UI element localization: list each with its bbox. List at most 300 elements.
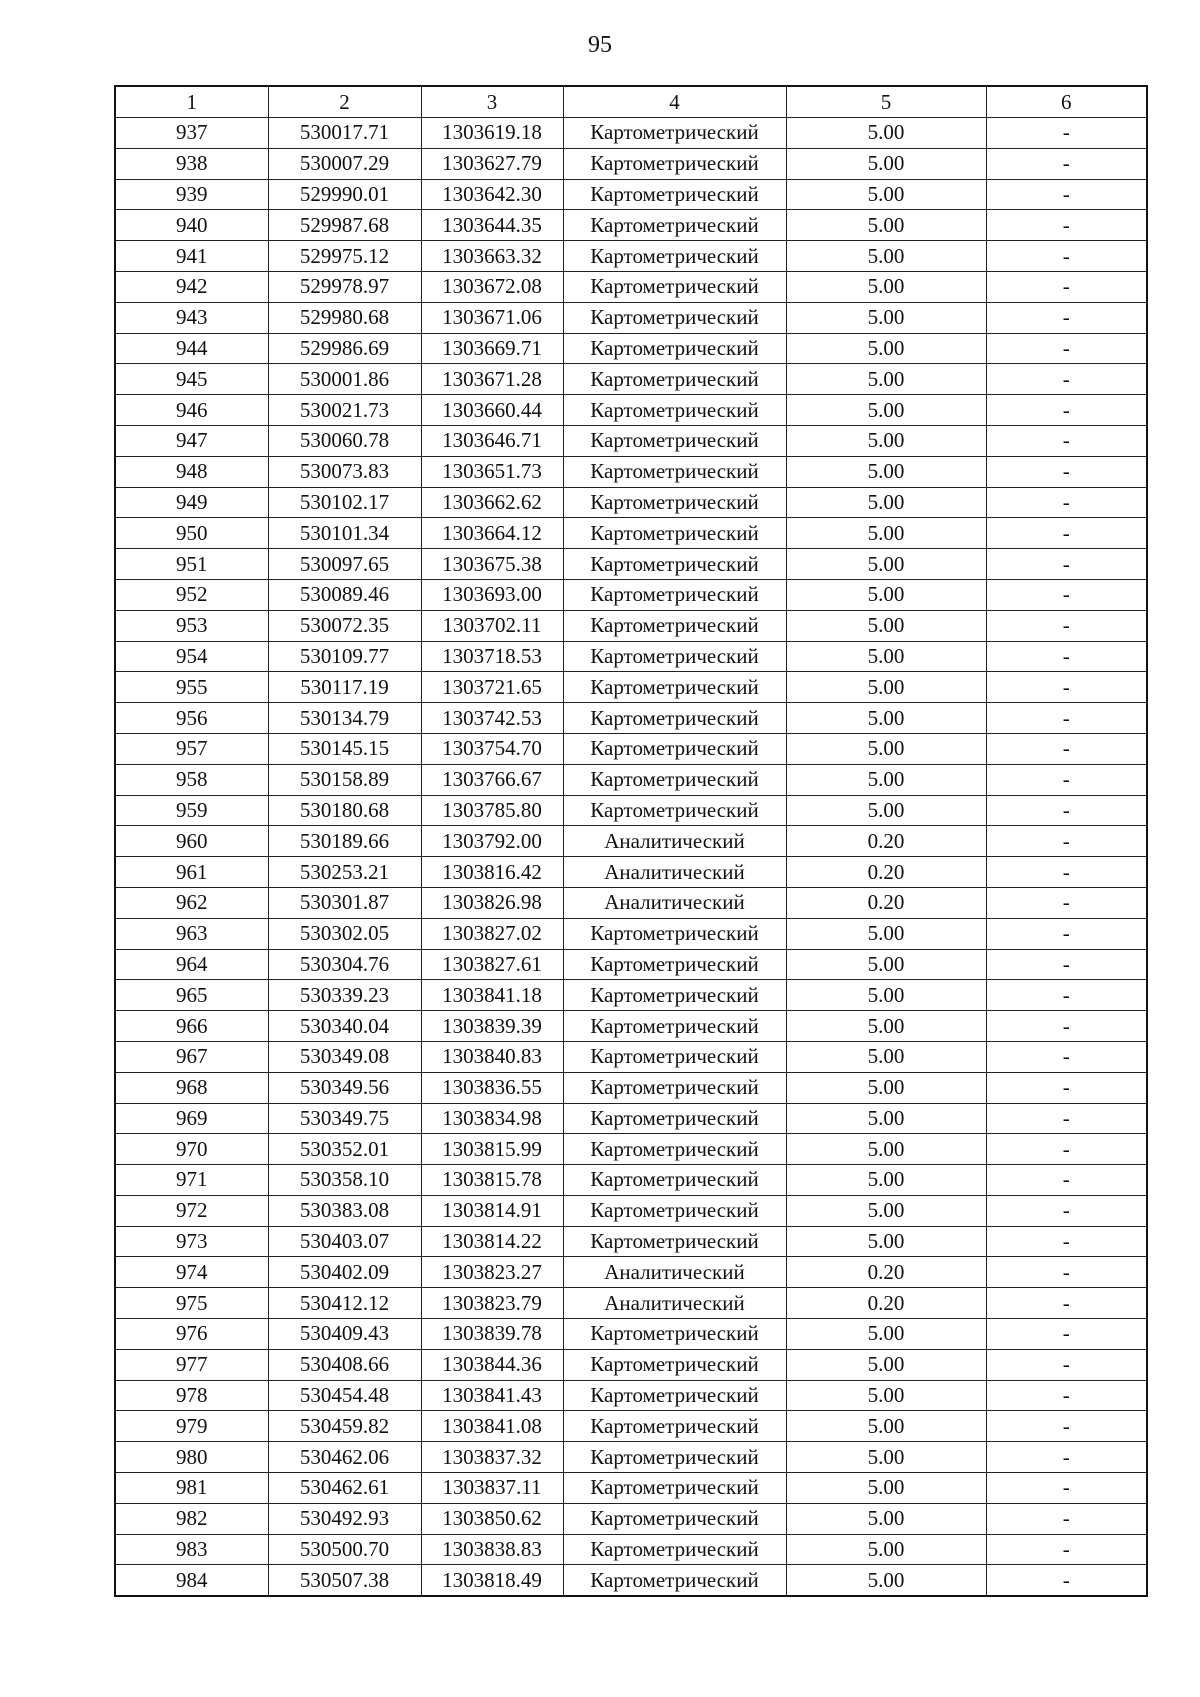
- point-number-cell: 958: [115, 764, 268, 795]
- x-coordinate-cell: 530021.73: [268, 395, 421, 426]
- accuracy-cell: 5.00: [786, 1349, 986, 1380]
- method-cell: Картометрический: [563, 148, 786, 179]
- method-cell: Картометрический: [563, 1041, 786, 1072]
- accuracy-cell: 5.00: [786, 980, 986, 1011]
- note-cell: -: [986, 1226, 1147, 1257]
- method-cell: Аналитический: [563, 826, 786, 857]
- point-number-cell: 977: [115, 1349, 268, 1380]
- column-header: 1: [115, 86, 268, 118]
- x-coordinate-cell: 530189.66: [268, 826, 421, 857]
- y-coordinate-cell: 1303672.08: [421, 271, 563, 302]
- x-coordinate-cell: 530060.78: [268, 425, 421, 456]
- accuracy-cell: 5.00: [786, 333, 986, 364]
- note-cell: -: [986, 1103, 1147, 1134]
- column-header: 5: [786, 86, 986, 118]
- table-row: [115, 703, 1147, 734]
- note-cell: -: [986, 1411, 1147, 1442]
- column-header: 2: [268, 86, 421, 118]
- column-header: 4: [563, 86, 786, 118]
- accuracy-cell: 5.00: [786, 1134, 986, 1165]
- method-cell: Картометрический: [563, 456, 786, 487]
- accuracy-cell: 5.00: [786, 1503, 986, 1534]
- table-row: [115, 118, 1147, 149]
- method-cell: Аналитический: [563, 857, 786, 888]
- x-coordinate-cell: 530101.34: [268, 518, 421, 549]
- point-number-cell: 976: [115, 1319, 268, 1350]
- y-coordinate-cell: 1303642.30: [421, 179, 563, 210]
- x-coordinate-cell: 530462.06: [268, 1442, 421, 1473]
- y-coordinate-cell: 1303841.18: [421, 980, 563, 1011]
- y-coordinate-cell: 1303669.71: [421, 333, 563, 364]
- point-number-cell: 970: [115, 1134, 268, 1165]
- x-coordinate-cell: 530145.15: [268, 733, 421, 764]
- x-coordinate-cell: 530454.48: [268, 1380, 421, 1411]
- table-row: [115, 672, 1147, 703]
- accuracy-cell: 0.20: [786, 826, 986, 857]
- point-number-cell: 946: [115, 395, 268, 426]
- table-row: [115, 1011, 1147, 1042]
- note-cell: -: [986, 1349, 1147, 1380]
- y-coordinate-cell: 1303814.22: [421, 1226, 563, 1257]
- note-cell: -: [986, 1319, 1147, 1350]
- accuracy-cell: 5.00: [786, 579, 986, 610]
- accuracy-cell: 5.00: [786, 610, 986, 641]
- accuracy-cell: 5.00: [786, 395, 986, 426]
- table-row: [115, 1226, 1147, 1257]
- accuracy-cell: 5.00: [786, 118, 986, 149]
- y-coordinate-cell: 1303742.53: [421, 703, 563, 734]
- table-row: [115, 1319, 1147, 1350]
- table-row: [115, 949, 1147, 980]
- method-cell: Аналитический: [563, 1257, 786, 1288]
- method-cell: Картометрический: [563, 1103, 786, 1134]
- accuracy-cell: 5.00: [786, 549, 986, 580]
- y-coordinate-cell: 1303792.00: [421, 826, 563, 857]
- table-row: [115, 210, 1147, 241]
- note-cell: -: [986, 487, 1147, 518]
- y-coordinate-cell: 1303814.91: [421, 1195, 563, 1226]
- y-coordinate-cell: 1303754.70: [421, 733, 563, 764]
- x-coordinate-cell: 530304.76: [268, 949, 421, 980]
- x-coordinate-cell: 530507.38: [268, 1565, 421, 1596]
- x-coordinate-cell: 529986.69: [268, 333, 421, 364]
- accuracy-cell: 5.00: [786, 1442, 986, 1473]
- method-cell: Картометрический: [563, 549, 786, 580]
- y-coordinate-cell: 1303671.28: [421, 364, 563, 395]
- method-cell: Картометрический: [563, 487, 786, 518]
- table-row: [115, 549, 1147, 580]
- method-cell: Картометрический: [563, 395, 786, 426]
- point-number-cell: 944: [115, 333, 268, 364]
- point-number-cell: 968: [115, 1072, 268, 1103]
- y-coordinate-cell: 1303841.08: [421, 1411, 563, 1442]
- y-coordinate-cell: 1303841.43: [421, 1380, 563, 1411]
- method-cell: Картометрический: [563, 210, 786, 241]
- table-row: [115, 1041, 1147, 1072]
- accuracy-cell: 5.00: [786, 1041, 986, 1072]
- table-row: [115, 1534, 1147, 1565]
- note-cell: -: [986, 1442, 1147, 1473]
- note-cell: -: [986, 610, 1147, 641]
- accuracy-cell: 5.00: [786, 1165, 986, 1196]
- point-number-cell: 951: [115, 549, 268, 580]
- x-coordinate-cell: 529978.97: [268, 271, 421, 302]
- y-coordinate-cell: 1303671.06: [421, 302, 563, 333]
- x-coordinate-cell: 530102.17: [268, 487, 421, 518]
- y-coordinate-cell: 1303663.32: [421, 241, 563, 272]
- column-header: 3: [421, 86, 563, 118]
- method-cell: Картометрический: [563, 179, 786, 210]
- point-number-cell: 960: [115, 826, 268, 857]
- method-cell: Картометрический: [563, 1319, 786, 1350]
- x-coordinate-cell: 529975.12: [268, 241, 421, 272]
- method-cell: Картометрический: [563, 1134, 786, 1165]
- note-cell: -: [986, 1072, 1147, 1103]
- accuracy-cell: 5.00: [786, 241, 986, 272]
- accuracy-cell: 5.00: [786, 764, 986, 795]
- point-number-cell: 945: [115, 364, 268, 395]
- x-coordinate-cell: 530089.46: [268, 579, 421, 610]
- y-coordinate-cell: 1303721.65: [421, 672, 563, 703]
- method-cell: Картометрический: [563, 302, 786, 333]
- table-row: [115, 579, 1147, 610]
- note-cell: -: [986, 1565, 1147, 1596]
- y-coordinate-cell: 1303837.11: [421, 1473, 563, 1504]
- accuracy-cell: 5.00: [786, 1319, 986, 1350]
- note-cell: -: [986, 395, 1147, 426]
- note-cell: -: [986, 795, 1147, 826]
- header-row: [115, 86, 1147, 118]
- table-row: [115, 1411, 1147, 1442]
- method-cell: Картометрический: [563, 610, 786, 641]
- x-coordinate-cell: 530500.70: [268, 1534, 421, 1565]
- y-coordinate-cell: 1303702.11: [421, 610, 563, 641]
- y-coordinate-cell: 1303836.55: [421, 1072, 563, 1103]
- accuracy-cell: 5.00: [786, 425, 986, 456]
- method-cell: Картометрический: [563, 364, 786, 395]
- x-coordinate-cell: 529990.01: [268, 179, 421, 210]
- x-coordinate-cell: 530072.35: [268, 610, 421, 641]
- point-number-cell: 956: [115, 703, 268, 734]
- table-row: [115, 518, 1147, 549]
- note-cell: -: [986, 641, 1147, 672]
- point-number-cell: 978: [115, 1380, 268, 1411]
- method-cell: Картометрический: [563, 764, 786, 795]
- accuracy-cell: 5.00: [786, 1226, 986, 1257]
- note-cell: -: [986, 579, 1147, 610]
- x-coordinate-cell: 530349.56: [268, 1072, 421, 1103]
- y-coordinate-cell: 1303815.99: [421, 1134, 563, 1165]
- point-number-cell: 950: [115, 518, 268, 549]
- accuracy-cell: 0.20: [786, 857, 986, 888]
- x-coordinate-cell: 530383.08: [268, 1195, 421, 1226]
- y-coordinate-cell: 1303785.80: [421, 795, 563, 826]
- table-row: [115, 241, 1147, 272]
- method-cell: Картометрический: [563, 1411, 786, 1442]
- x-coordinate-cell: 530462.61: [268, 1473, 421, 1504]
- table-row: [115, 1442, 1147, 1473]
- note-cell: -: [986, 1473, 1147, 1504]
- point-number-cell: 953: [115, 610, 268, 641]
- point-number-cell: 964: [115, 949, 268, 980]
- point-number-cell: 962: [115, 887, 268, 918]
- accuracy-cell: 5.00: [786, 148, 986, 179]
- method-cell: Картометрический: [563, 241, 786, 272]
- y-coordinate-cell: 1303827.02: [421, 918, 563, 949]
- note-cell: -: [986, 1165, 1147, 1196]
- method-cell: Картометрический: [563, 1072, 786, 1103]
- note-cell: -: [986, 148, 1147, 179]
- note-cell: -: [986, 672, 1147, 703]
- table-row: [115, 302, 1147, 333]
- point-number-cell: 966: [115, 1011, 268, 1042]
- x-coordinate-cell: 530253.21: [268, 857, 421, 888]
- table-row: [115, 487, 1147, 518]
- y-coordinate-cell: 1303826.98: [421, 887, 563, 918]
- method-cell: Картометрический: [563, 1473, 786, 1504]
- table-row: [115, 764, 1147, 795]
- table-row: [115, 1349, 1147, 1380]
- x-coordinate-cell: 530073.83: [268, 456, 421, 487]
- table-row: [115, 1473, 1147, 1504]
- y-coordinate-cell: 1303850.62: [421, 1503, 563, 1534]
- point-number-cell: 948: [115, 456, 268, 487]
- method-cell: Картометрический: [563, 703, 786, 734]
- table-row: [115, 271, 1147, 302]
- x-coordinate-cell: 530339.23: [268, 980, 421, 1011]
- method-cell: Картометрический: [563, 1380, 786, 1411]
- accuracy-cell: 5.00: [786, 456, 986, 487]
- y-coordinate-cell: 1303664.12: [421, 518, 563, 549]
- y-coordinate-cell: 1303693.00: [421, 579, 563, 610]
- accuracy-cell: 5.00: [786, 1534, 986, 1565]
- accuracy-cell: 5.00: [786, 1195, 986, 1226]
- table-row: [115, 1257, 1147, 1288]
- accuracy-cell: 5.00: [786, 1103, 986, 1134]
- point-number-cell: 940: [115, 210, 268, 241]
- point-number-cell: 981: [115, 1473, 268, 1504]
- method-cell: Картометрический: [563, 425, 786, 456]
- note-cell: -: [986, 271, 1147, 302]
- accuracy-cell: 5.00: [786, 1411, 986, 1442]
- note-cell: -: [986, 918, 1147, 949]
- accuracy-cell: 5.00: [786, 1072, 986, 1103]
- method-cell: Картометрический: [563, 918, 786, 949]
- point-number-cell: 965: [115, 980, 268, 1011]
- accuracy-cell: 5.00: [786, 949, 986, 980]
- accuracy-cell: 5.00: [786, 210, 986, 241]
- point-number-cell: 979: [115, 1411, 268, 1442]
- accuracy-cell: 5.00: [786, 672, 986, 703]
- accuracy-cell: 5.00: [786, 733, 986, 764]
- method-cell: Картометрический: [563, 672, 786, 703]
- point-number-cell: 974: [115, 1257, 268, 1288]
- note-cell: -: [986, 826, 1147, 857]
- accuracy-cell: 5.00: [786, 271, 986, 302]
- accuracy-cell: 5.00: [786, 302, 986, 333]
- point-number-cell: 963: [115, 918, 268, 949]
- accuracy-cell: 0.20: [786, 1257, 986, 1288]
- x-coordinate-cell: 529987.68: [268, 210, 421, 241]
- method-cell: Картометрический: [563, 1011, 786, 1042]
- note-cell: -: [986, 118, 1147, 149]
- y-coordinate-cell: 1303675.38: [421, 549, 563, 580]
- table-row: [115, 456, 1147, 487]
- accuracy-cell: 5.00: [786, 364, 986, 395]
- point-number-cell: 984: [115, 1565, 268, 1596]
- point-number-cell: 941: [115, 241, 268, 272]
- y-coordinate-cell: 1303651.73: [421, 456, 563, 487]
- point-number-cell: 967: [115, 1041, 268, 1072]
- note-cell: -: [986, 210, 1147, 241]
- x-coordinate-cell: 530402.09: [268, 1257, 421, 1288]
- accuracy-cell: 5.00: [786, 795, 986, 826]
- point-number-cell: 943: [115, 302, 268, 333]
- method-cell: Картометрический: [563, 1195, 786, 1226]
- method-cell: Картометрический: [563, 1226, 786, 1257]
- x-coordinate-cell: 530109.77: [268, 641, 421, 672]
- note-cell: -: [986, 425, 1147, 456]
- y-coordinate-cell: 1303839.78: [421, 1319, 563, 1350]
- point-number-cell: 961: [115, 857, 268, 888]
- method-cell: Картометрический: [563, 1534, 786, 1565]
- x-coordinate-cell: 530349.75: [268, 1103, 421, 1134]
- note-cell: -: [986, 179, 1147, 210]
- method-cell: Картометрический: [563, 1565, 786, 1596]
- note-cell: -: [986, 857, 1147, 888]
- note-cell: -: [986, 549, 1147, 580]
- x-coordinate-cell: 530117.19: [268, 672, 421, 703]
- note-cell: -: [986, 764, 1147, 795]
- note-cell: -: [986, 1288, 1147, 1319]
- point-number-cell: 949: [115, 487, 268, 518]
- table-row: [115, 395, 1147, 426]
- table-row: [115, 1565, 1147, 1596]
- x-coordinate-cell: 530408.66: [268, 1349, 421, 1380]
- y-coordinate-cell: 1303766.67: [421, 764, 563, 795]
- note-cell: -: [986, 1011, 1147, 1042]
- method-cell: Картометрический: [563, 733, 786, 764]
- point-number-cell: 973: [115, 1226, 268, 1257]
- table-body: [115, 118, 1147, 1597]
- table-row: [115, 1103, 1147, 1134]
- accuracy-cell: 5.00: [786, 518, 986, 549]
- note-cell: -: [986, 703, 1147, 734]
- table-row: [115, 641, 1147, 672]
- accuracy-cell: 5.00: [786, 918, 986, 949]
- accuracy-cell: 5.00: [786, 641, 986, 672]
- method-cell: Картометрический: [563, 333, 786, 364]
- note-cell: -: [986, 333, 1147, 364]
- column-header: 6: [986, 86, 1147, 118]
- note-cell: -: [986, 733, 1147, 764]
- table-row: [115, 980, 1147, 1011]
- accuracy-cell: 5.00: [786, 1565, 986, 1596]
- note-cell: -: [986, 949, 1147, 980]
- y-coordinate-cell: 1303839.39: [421, 1011, 563, 1042]
- y-coordinate-cell: 1303838.83: [421, 1534, 563, 1565]
- method-cell: Картометрический: [563, 641, 786, 672]
- table-row: [115, 333, 1147, 364]
- note-cell: -: [986, 1257, 1147, 1288]
- table-row: [115, 1503, 1147, 1534]
- x-coordinate-cell: 530017.71: [268, 118, 421, 149]
- note-cell: -: [986, 1503, 1147, 1534]
- point-number-cell: 980: [115, 1442, 268, 1473]
- point-number-cell: 952: [115, 579, 268, 610]
- note-cell: -: [986, 1380, 1147, 1411]
- x-coordinate-cell: 530403.07: [268, 1226, 421, 1257]
- x-coordinate-cell: 530412.12: [268, 1288, 421, 1319]
- table-row: [115, 1380, 1147, 1411]
- table-row: [115, 826, 1147, 857]
- note-cell: -: [986, 1134, 1147, 1165]
- x-coordinate-cell: 530352.01: [268, 1134, 421, 1165]
- note-cell: -: [986, 364, 1147, 395]
- y-coordinate-cell: 1303662.62: [421, 487, 563, 518]
- method-cell: Аналитический: [563, 1288, 786, 1319]
- note-cell: -: [986, 1041, 1147, 1072]
- point-number-cell: 971: [115, 1165, 268, 1196]
- note-cell: -: [986, 980, 1147, 1011]
- method-cell: Картометрический: [563, 980, 786, 1011]
- accuracy-cell: 5.00: [786, 487, 986, 518]
- accuracy-cell: 0.20: [786, 1288, 986, 1319]
- point-number-cell: 939: [115, 179, 268, 210]
- table-row: [115, 425, 1147, 456]
- point-number-cell: 947: [115, 425, 268, 456]
- y-coordinate-cell: 1303619.18: [421, 118, 563, 149]
- y-coordinate-cell: 1303827.61: [421, 949, 563, 980]
- x-coordinate-cell: 530409.43: [268, 1319, 421, 1350]
- x-coordinate-cell: 530007.29: [268, 148, 421, 179]
- x-coordinate-cell: 530340.04: [268, 1011, 421, 1042]
- x-coordinate-cell: 530180.68: [268, 795, 421, 826]
- accuracy-cell: 0.20: [786, 887, 986, 918]
- accuracy-cell: 5.00: [786, 1473, 986, 1504]
- point-number-cell: 938: [115, 148, 268, 179]
- method-cell: Аналитический: [563, 887, 786, 918]
- point-number-cell: 957: [115, 733, 268, 764]
- x-coordinate-cell: 530134.79: [268, 703, 421, 734]
- coordinates-table: [114, 85, 1148, 1597]
- x-coordinate-cell: 530097.65: [268, 549, 421, 580]
- x-coordinate-cell: 530158.89: [268, 764, 421, 795]
- accuracy-cell: 5.00: [786, 1011, 986, 1042]
- method-cell: Картометрический: [563, 579, 786, 610]
- table-row: [115, 1165, 1147, 1196]
- table-row: [115, 1134, 1147, 1165]
- point-number-cell: 959: [115, 795, 268, 826]
- x-coordinate-cell: 530492.93: [268, 1503, 421, 1534]
- y-coordinate-cell: 1303844.36: [421, 1349, 563, 1380]
- table-row: [115, 610, 1147, 641]
- y-coordinate-cell: 1303823.79: [421, 1288, 563, 1319]
- method-cell: Картометрический: [563, 949, 786, 980]
- table-row: [115, 1288, 1147, 1319]
- method-cell: Картометрический: [563, 1165, 786, 1196]
- table-row: [115, 887, 1147, 918]
- y-coordinate-cell: 1303837.32: [421, 1442, 563, 1473]
- y-coordinate-cell: 1303818.49: [421, 1565, 563, 1596]
- method-cell: Картометрический: [563, 1442, 786, 1473]
- y-coordinate-cell: 1303646.71: [421, 425, 563, 456]
- note-cell: -: [986, 1534, 1147, 1565]
- table-row: [115, 857, 1147, 888]
- y-coordinate-cell: 1303644.35: [421, 210, 563, 241]
- method-cell: Картометрический: [563, 795, 786, 826]
- x-coordinate-cell: 530459.82: [268, 1411, 421, 1442]
